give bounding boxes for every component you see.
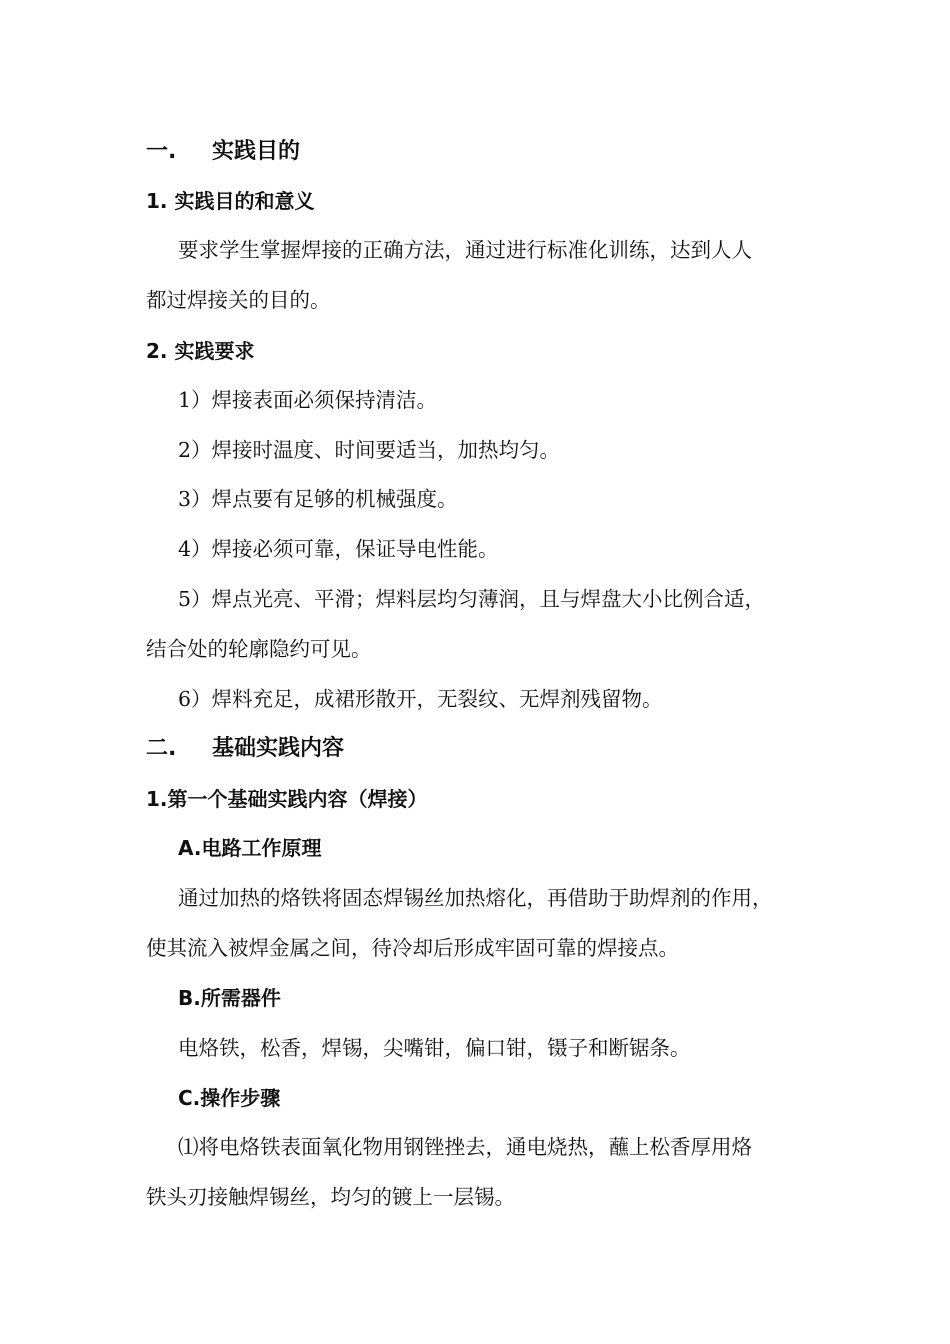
paragraph-line: 通过加热的烙铁将固态焊锡丝加热熔化，再借助于助焊剂的作用， [178, 886, 773, 910]
paragraph-line: ⑴将电烙铁表面氧化物用钢锉挫去，通电烧热，蘸上松香厚用烙 [178, 1135, 752, 1159]
part-a-heading: A.电路工作原理 [178, 836, 322, 860]
paragraph-line: 使其流入被焊金属之间，待冷却后形成牢固可靠的焊接点。 [146, 936, 679, 960]
paragraph-line: 都过焊接关的目的。 [146, 288, 331, 312]
paragraph-line: 电烙铁，松香，焊锡，尖嘴钳，偏口钳，镊子和断锯条。 [178, 1036, 691, 1060]
requirement-item-continuation: 结合处的轮廓隐约可见。 [146, 637, 372, 661]
section-2-heading [146, 735, 344, 763]
requirement-item: 6）焊料充足，成裙形散开，无裂纹、无焊剂残留物。 [178, 687, 663, 711]
paragraph-line: 铁头刃接触焊锡丝，均匀的镀上一层锡。 [146, 1185, 515, 1209]
section-1-number: 一. [146, 139, 177, 164]
paragraph-line: 要求学生掌握焊接的正确方法，通过进行标准化训练，达到人人 [178, 238, 752, 262]
subsection-1-1-heading: 1. 实践目的和意义 [146, 189, 315, 213]
section-2-number: 二. [146, 736, 177, 761]
part-c-heading: C.操作步骤 [178, 1086, 281, 1110]
requirement-item: 5）焊点光亮、平滑；焊料层均匀薄润，且与焊盘大小比例合适， [178, 587, 766, 611]
section-1-heading [146, 138, 300, 166]
requirement-item: 3）焊点要有足够的机械强度。 [178, 487, 458, 511]
section-1-title: 实践目的 [212, 139, 301, 164]
subsection-1-2-heading: 2. 实践要求 [146, 339, 255, 363]
requirement-item: 4）焊接必须可靠，保证导电性能。 [178, 537, 499, 561]
section-2-title: 基础实践内容 [212, 736, 345, 761]
part-b-heading: B.所需器件 [178, 986, 281, 1010]
subsection-2-1-heading: 1.第一个基础实践内容（焊接） [146, 787, 428, 811]
requirement-item: 1）焊接表面必须保持清洁。 [178, 388, 438, 412]
requirement-item: 2）焊接时温度、时间要适当，加热均匀。 [178, 438, 561, 462]
